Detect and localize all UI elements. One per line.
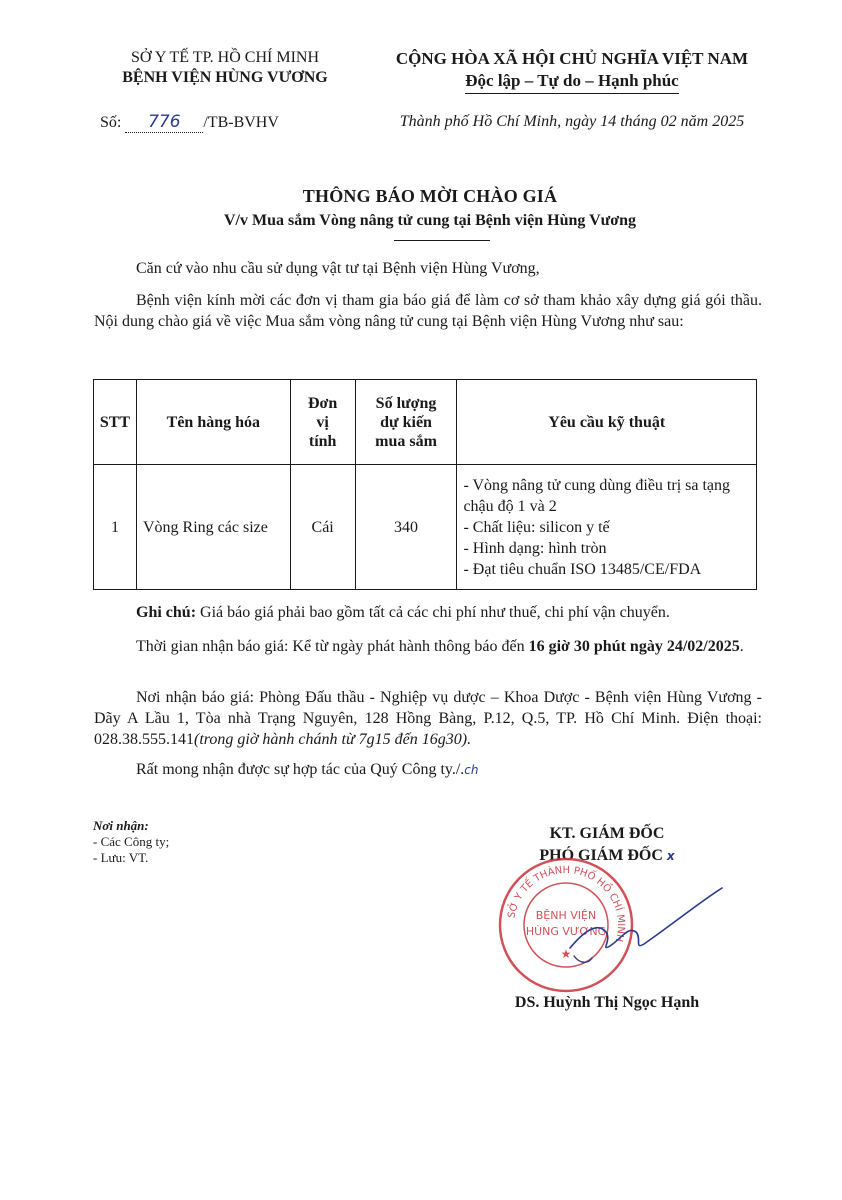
signature-role: PHÓ GIÁM ĐỐC [539, 847, 663, 864]
paragraph-invitation: Bệnh viện kính mời các đơn vị tham gia báo giá để làm cơ sở tham khảo xây dựng giá gói thầu. Nội dung chào giá về việc Mua sắm vòng nâng tử cung tại Bệnh viện Hùng Vương như sau: [94, 292, 762, 330]
cell-item-name: Vòng Ring các size [136, 465, 290, 590]
recipients-heading: Nơi nhận: [93, 818, 149, 833]
signature-flourish [574, 956, 592, 962]
signer-name: DS. Huỳnh Thị Ngọc Hạnh [514, 994, 700, 1011]
note-paragraph [94, 602, 762, 623]
document-number [100, 112, 340, 133]
office-hours: (trong giờ hành chánh từ 7g15 đến 16g30). [194, 731, 472, 748]
signature-initial: x [666, 849, 675, 863]
header-quantity [355, 380, 457, 465]
table-header-row [94, 380, 757, 465]
cell-unit: Cái [290, 465, 355, 590]
national-motto: Độc lập – Tự do – Hạnh phúc [465, 70, 678, 94]
cell-stt: 1 [94, 465, 137, 590]
header-unit-line1: Đơn [307, 394, 338, 412]
note-label: Ghi chú: [136, 604, 197, 621]
national-header [352, 48, 792, 94]
agency-header [100, 48, 350, 88]
cell-technical-requirements [457, 465, 757, 590]
header-qty-line1: Số lượng [375, 394, 437, 412]
seal-star: ★ [560, 947, 572, 961]
handwritten-signature [540, 860, 730, 970]
document-subtitle: V/v Mua sắm Vòng nâng tử cung tại Bệnh viện Hùng Vương [224, 212, 636, 229]
cell-quantity: 340 [355, 465, 457, 590]
doc-number-handwritten: 776 [125, 112, 203, 133]
recipient-item: - Lưu: VT. [93, 850, 149, 865]
deadline-end: . [739, 638, 744, 655]
closing-text: Rất mong nhận được sự hợp tác của Quý Công ty./. [136, 761, 465, 778]
header-qty-line2: dự kiến [380, 413, 432, 431]
deadline-prefix: Thời gian nhận báo giá: Kể từ ngày phát hành thông báo đến [136, 638, 529, 655]
deadline-paragraph [94, 636, 762, 657]
spec-line: - Vòng nâng tử cung dùng điều trị sa tạng chậu độ 1 và 2 [463, 476, 731, 515]
doc-number-suffix: /TB-BVHV [203, 114, 279, 131]
closing-paragraph [94, 759, 762, 781]
handwritten-initial: ch [464, 763, 479, 777]
title-divider [394, 240, 490, 241]
spec-line: - Đạt tiêu chuẩn ISO 13485/CE/FDA [463, 560, 702, 578]
deadline-time: 16 giờ 30 phút ngày 24/02/2025 [528, 638, 740, 655]
document-title: THÔNG BÁO MỜI CHÀO GIÁ [302, 186, 558, 206]
header-unit [290, 380, 355, 465]
header-unit-line3: tính [308, 432, 337, 450]
paragraph-basis: Căn cứ vào nhu cầu sử dụng vật tư tại Bệnh viện Hùng Vương, [136, 260, 540, 277]
goods-table [93, 379, 757, 590]
table-row [94, 465, 757, 590]
date-line: Thành phố Hồ Chí Minh, ngày 14 tháng 02 năm 2025 [399, 113, 745, 130]
header-item-name: Tên hàng hóa [136, 380, 290, 465]
address-text: Nơi nhận báo giá: Phòng Đấu thầu - Nghiệp vụ dược – Khoa Dược - Bệnh viện Hùng Vương - Dãy A Lầu 1, Tòa nhà Trạng Nguyên, 128 Hồng Bàng, P.12, Q.5, TP. Hồ Chí Minh. Điện thoại: 028.38.555.141 [94, 689, 762, 748]
spec-line: - Chất liệu: silicon y tế [463, 518, 610, 536]
seal-center-line1: BỆNH VIỆN [535, 909, 597, 922]
doc-number-prefix: Số: [100, 114, 122, 131]
recipient-item: - Các Công ty; [93, 834, 170, 849]
recipients-block [93, 818, 169, 866]
address-paragraph [94, 687, 762, 750]
hospital-name: BỆNH VIỆN HÙNG VƯƠNG [122, 69, 328, 86]
header-technical-requirements: Yêu cầu kỹ thuật [457, 380, 757, 465]
spec-line: - Hình dạng: hình tròn [463, 539, 607, 557]
header-unit-line2: vị [316, 413, 329, 431]
parent-agency: SỞ Y TẾ TP. HỒ CHÍ MINH [130, 49, 319, 66]
header-qty-line3: mua sắm [375, 432, 437, 450]
signature-stroke [570, 888, 722, 948]
note-text: Giá báo giá phải bao gồm tất cả các chi phí như thuế, chi phí vận chuyển. [196, 604, 670, 621]
seal-center-line2: HÙNG VƯƠNG [525, 925, 607, 938]
seal-ring-text: SỞ Y TẾ THÀNH PHỐ HỒ CHÍ MINH [506, 864, 627, 943]
national-title: CỘNG HÒA XÃ HỘI CHỦ NGHĨA VIỆT NAM [395, 49, 749, 68]
header-stt: STT [94, 380, 137, 465]
signature-line1: KT. GIÁM ĐỐC [549, 825, 665, 842]
